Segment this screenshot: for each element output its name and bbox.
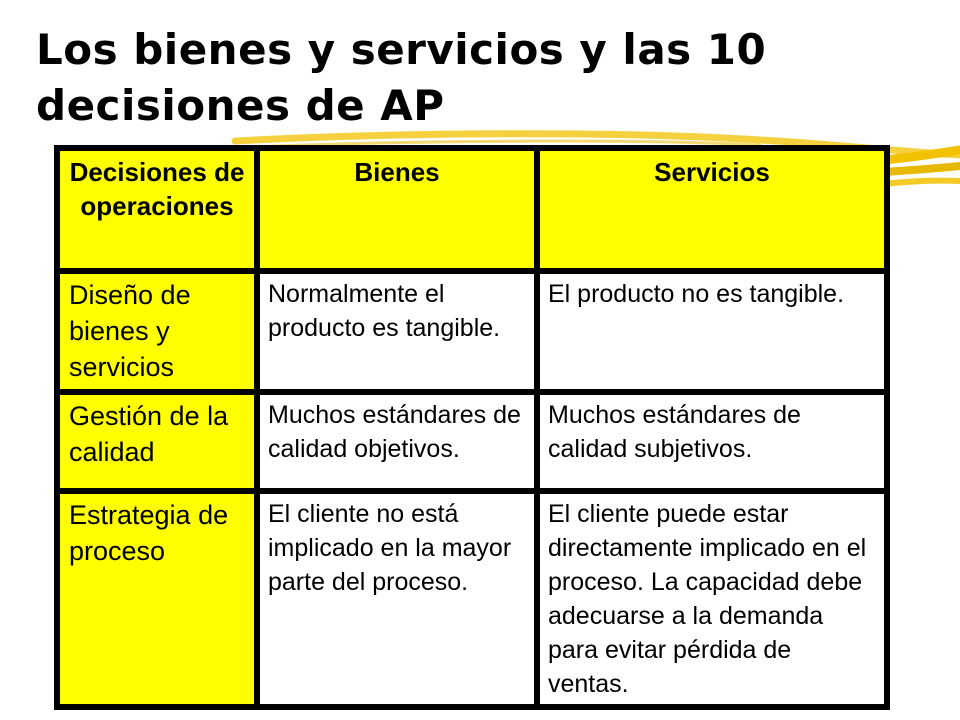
- header-cell-decisions: Decisiones de operaciones: [57, 148, 257, 271]
- slide-title: [36, 22, 936, 134]
- comparison-table: [54, 145, 890, 710]
- slide-title-line-2: decisiones de AP: [36, 81, 445, 130]
- row-cell-goods: El cliente no está implicado en la mayor parte del proceso.: [257, 491, 537, 707]
- header-cell-services: Servicios: [537, 148, 887, 271]
- row-cell-services: El cliente puede estar directamente implicado en el proceso. La capacidad debe adecuarse a la demanda para evitar pérdida de ventas.: [537, 491, 887, 707]
- row-cell-services: El producto no es tangible.: [537, 271, 887, 392]
- row-cell-goods: Normalmente el producto es tangible.: [257, 271, 537, 392]
- table-row: [57, 392, 887, 491]
- row-cell-services: Muchos estándares de calidad subjetivos.: [537, 392, 887, 491]
- row-cell-decision: Estrategia de proceso: [57, 491, 257, 707]
- table-row: [57, 491, 887, 707]
- row-cell-decision: Gestión de la calidad: [57, 392, 257, 491]
- row-cell-decision: Diseño de bienes y servicios: [57, 271, 257, 392]
- slide-title-line-1: Los bienes y servicios y las 10: [36, 25, 767, 74]
- header-cell-goods: Bienes: [257, 148, 537, 271]
- row-cell-goods: Muchos estándares de calidad objetivos.: [257, 392, 537, 491]
- table-header-row: [57, 148, 887, 271]
- table-row: [57, 271, 887, 392]
